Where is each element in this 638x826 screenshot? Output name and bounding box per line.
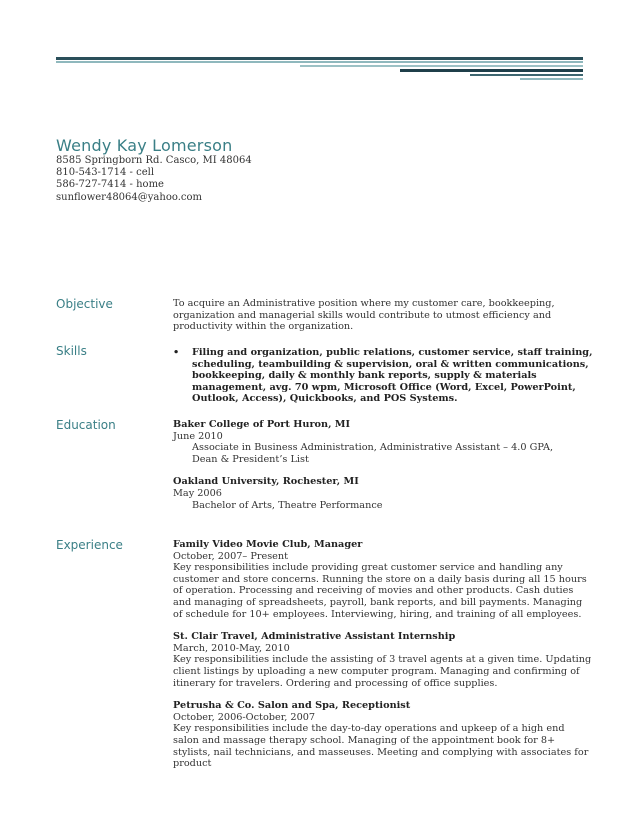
education-heading: Education: [56, 418, 116, 432]
skills-bullet: •: [173, 347, 180, 358]
school-name: Baker College of Port Huron, MI: [173, 419, 351, 430]
job-title: Petrusha & Co. Salon and Spa, Receptionist: [173, 700, 411, 712]
skills-text: Filing and organization, public relations, customer service, staff training, scheduling, teambuilding & supervision, oral & written communications, bookkeeping, daily & monthly bank reports, supply & materials management, avg. 70 wpm, Microsoft Office (Word, Excel, PowerPoint, Outlook, Access), Quickbooks, and POS Systems.: [192, 347, 593, 405]
header-bar-light-2: [300, 65, 583, 67]
skills-heading: Skills: [56, 344, 87, 358]
header-bar-light-3: [520, 78, 583, 80]
degree-detail: Bachelor of Arts, Theatre Performance: [192, 499, 383, 511]
job-title: Family Video Movie Club, Manager: [173, 539, 363, 550]
job-description: Key responsibilities include the day-to-day operations and upkeep of a high end salon and massage therapy school. Managing of the appointment book for 8+ stylists, nail technicians, and masseuses. Meeting and complying with associates for product: [173, 723, 589, 770]
header-bar-dark-2: [470, 74, 583, 76]
experience-heading: Experience: [56, 538, 123, 552]
school-name: Oakland University, Rochester, MI: [173, 476, 359, 488]
header-bar-light-1: [56, 61, 583, 63]
email: sunflower48064@yahoo.com: [56, 191, 202, 203]
resume-name: Wendy Kay Lomerson: [56, 136, 233, 155]
objective-heading: Objective: [56, 297, 113, 311]
contact-block: [56, 155, 252, 204]
job-date: October, 2006-October, 2007: [173, 711, 316, 723]
job-description: Key responsibilities include providing great customer service and handling any customer and store concerns. Running the store on a daily basis during all 15 hours of operation. Processing and receiving of movies and other products. Cash duties and managing of spreadsheets, payroll, bank reports, and bill payments. Managing of schedule for 10+ employees. Interviewing, hiring, and training of all employees.: [173, 562, 587, 620]
skills-list: [173, 347, 593, 405]
objective-text: To acquire an Administrative position where my customer care, bookkeeping, organization and managerial skills would contribute to utmost efficiency and productivity within the organization.: [173, 298, 555, 333]
job-date: March, 2010-May, 2010: [173, 642, 290, 654]
education-date: June 2010: [173, 430, 223, 442]
cell-phone: 810-543-1714 - cell: [56, 167, 155, 179]
header-bar-dark-1: [400, 69, 583, 72]
job-title: St. Clair Travel, Administrative Assistant Internship: [173, 631, 456, 643]
address: 8585 Springborn Rd. Casco, MI 48064: [56, 155, 252, 166]
home-phone: 586-727-7414 - home: [56, 179, 164, 191]
degree-honors: Dean & President’s List: [192, 453, 309, 465]
education-section: [173, 419, 593, 511]
experience-section: [173, 539, 593, 770]
degree-detail: Associate in Business Administration, Administrative Assistant – 4.0 GPA,: [192, 442, 554, 454]
header-bar-top: [56, 57, 583, 60]
job-description: Key responsibilities include the assisting of 3 travel agents at a given time. Updating client listings by uploading a new computer program. Managing and confirming of itinerary for travelers. Ordering and processing of office supplies.: [173, 654, 592, 689]
job-date: October, 2007– Present: [173, 550, 289, 562]
education-date: May 2006: [173, 487, 222, 499]
